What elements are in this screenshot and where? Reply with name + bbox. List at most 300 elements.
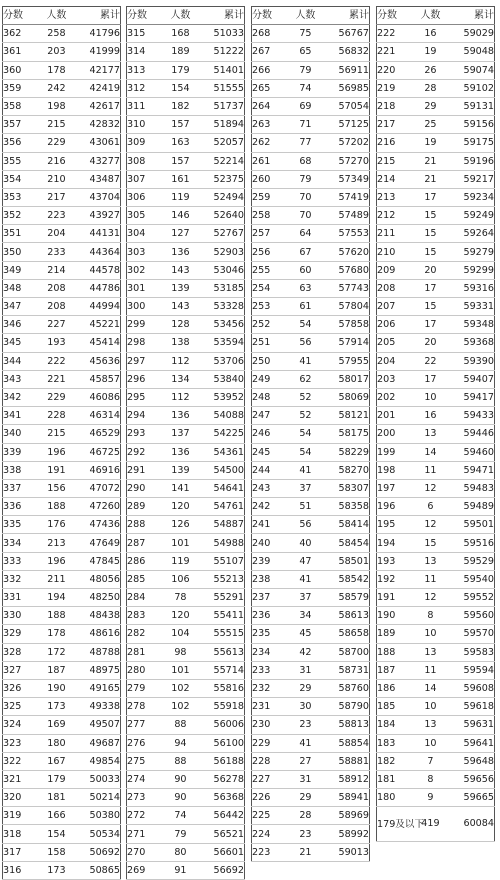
score-cell: 289 bbox=[127, 498, 162, 516]
table-row bbox=[252, 461, 370, 479]
score-cell: 280 bbox=[127, 661, 162, 679]
count-cell: 13 bbox=[411, 552, 449, 570]
count-cell: 15 bbox=[411, 534, 449, 552]
score-cell: 192 bbox=[377, 570, 412, 588]
count-cell: 138 bbox=[161, 334, 199, 352]
table-row bbox=[377, 625, 495, 643]
table-row bbox=[3, 316, 121, 334]
table-row bbox=[127, 134, 245, 152]
score-cell: 287 bbox=[127, 534, 162, 552]
count-cell: 88 bbox=[161, 716, 199, 734]
count-cell: 20 bbox=[411, 334, 449, 352]
cumulative-cell: 56692 bbox=[200, 861, 245, 879]
table-row bbox=[377, 752, 495, 770]
count-cell: 167 bbox=[37, 752, 75, 770]
score-cell: 294 bbox=[127, 407, 162, 425]
score-cell: 297 bbox=[127, 352, 162, 370]
count-cell: 217 bbox=[37, 188, 75, 206]
cumulative-cell: 48975 bbox=[76, 661, 121, 679]
cumulative-header: 累计 bbox=[325, 7, 370, 25]
count-cell: 15 bbox=[411, 225, 449, 243]
count-cell: 64 bbox=[286, 225, 324, 243]
table-row bbox=[377, 261, 495, 279]
cumulative-cell: 59074 bbox=[450, 61, 495, 79]
count-cell: 10 bbox=[411, 625, 449, 643]
score-cell: 220 bbox=[377, 61, 412, 79]
score-cell: 338 bbox=[3, 461, 38, 479]
count-cell: 74 bbox=[286, 79, 324, 97]
table-row bbox=[377, 225, 495, 243]
count-cell: 190 bbox=[37, 679, 75, 697]
table-row bbox=[3, 443, 121, 461]
table-row bbox=[3, 661, 121, 679]
table-row bbox=[3, 225, 121, 243]
table-row bbox=[3, 25, 121, 43]
count-cell: 79 bbox=[161, 825, 199, 843]
count-cell: 191 bbox=[37, 461, 75, 479]
score-cell: 324 bbox=[3, 716, 38, 734]
score-cell: 270 bbox=[127, 843, 162, 861]
table-row bbox=[252, 625, 370, 643]
score-cell: 350 bbox=[3, 243, 38, 261]
count-cell: 179 bbox=[161, 61, 199, 79]
count-cell: 194 bbox=[37, 589, 75, 607]
cumulative-cell: 59407 bbox=[450, 370, 495, 388]
cumulative-cell: 50380 bbox=[76, 807, 121, 825]
table-row bbox=[377, 789, 495, 807]
count-cell: 27 bbox=[286, 752, 324, 770]
table-row bbox=[127, 352, 245, 370]
cumulative-cell: 59234 bbox=[450, 188, 495, 206]
cumulative-cell: 59131 bbox=[450, 97, 495, 115]
cumulative-cell: 57680 bbox=[325, 261, 370, 279]
count-cell: 67 bbox=[286, 243, 324, 261]
table-row bbox=[377, 352, 495, 370]
score-cell: 352 bbox=[3, 207, 38, 225]
score-cell: 258 bbox=[252, 207, 287, 225]
cumulative-cell: 55816 bbox=[200, 679, 245, 697]
table-row bbox=[127, 734, 245, 752]
table-row bbox=[3, 152, 121, 170]
cumulative-cell: 59279 bbox=[450, 243, 495, 261]
cumulative-cell: 59608 bbox=[450, 679, 495, 697]
score-cell: 330 bbox=[3, 607, 38, 625]
score-cell: 319 bbox=[3, 807, 38, 825]
cumulative-cell: 57858 bbox=[325, 316, 370, 334]
table-row bbox=[252, 825, 370, 843]
score-cell: 343 bbox=[3, 370, 38, 388]
cumulative-cell: 52767 bbox=[200, 225, 245, 243]
table-row bbox=[252, 661, 370, 679]
score-cell: 284 bbox=[127, 589, 162, 607]
table-row bbox=[3, 370, 121, 388]
count-cell: 41 bbox=[286, 570, 324, 588]
table-row bbox=[252, 716, 370, 734]
score-cell: 203 bbox=[377, 370, 412, 388]
table-row bbox=[377, 61, 495, 79]
score-cell: 358 bbox=[3, 97, 38, 115]
cumulative-cell: 43927 bbox=[76, 207, 121, 225]
count-cell: 10 bbox=[411, 698, 449, 716]
table-row bbox=[377, 607, 495, 625]
count-cell: 8 bbox=[411, 607, 449, 625]
score-cell: 200 bbox=[377, 425, 412, 443]
count-cell: 41 bbox=[286, 734, 324, 752]
cumulative-cell: 57955 bbox=[325, 352, 370, 370]
count-cell: 104 bbox=[161, 625, 199, 643]
count-cell: 169 bbox=[37, 716, 75, 734]
cumulative-cell: 59249 bbox=[450, 207, 495, 225]
count-cell: 12 bbox=[411, 516, 449, 534]
cumulative-cell: 52494 bbox=[200, 188, 245, 206]
cumulative-cell: 58270 bbox=[325, 461, 370, 479]
score-cell: 293 bbox=[127, 425, 162, 443]
table-row bbox=[127, 334, 245, 352]
count-cell: 161 bbox=[161, 170, 199, 188]
count-cell: 65 bbox=[286, 43, 324, 61]
table-row bbox=[252, 843, 370, 861]
table-row bbox=[377, 116, 495, 134]
score-cell: 326 bbox=[3, 679, 38, 697]
table-row bbox=[3, 807, 121, 825]
score-cell: 209 bbox=[377, 261, 412, 279]
count-cell: 14 bbox=[411, 679, 449, 697]
count-cell: 22 bbox=[411, 352, 449, 370]
cumulative-cell: 55107 bbox=[200, 552, 245, 570]
count-cell: 29 bbox=[286, 789, 324, 807]
score-cell: 219 bbox=[377, 79, 412, 97]
table-row bbox=[377, 243, 495, 261]
score-cell: 266 bbox=[252, 61, 287, 79]
score-header: 分数 bbox=[3, 7, 38, 25]
count-cell: 23 bbox=[286, 716, 324, 734]
score-table-column-2 bbox=[126, 6, 245, 880]
score-cell: 251 bbox=[252, 334, 287, 352]
cumulative-cell: 59390 bbox=[450, 352, 495, 370]
table-row bbox=[377, 461, 495, 479]
score-cell: 208 bbox=[377, 279, 412, 297]
table-row bbox=[252, 570, 370, 588]
table-row bbox=[3, 498, 121, 516]
cumulative-cell: 58854 bbox=[325, 734, 370, 752]
cumulative-cell: 50692 bbox=[76, 843, 121, 861]
score-cell: 306 bbox=[127, 188, 162, 206]
table-row bbox=[377, 407, 495, 425]
cumulative-cell: 57419 bbox=[325, 188, 370, 206]
score-cell: 282 bbox=[127, 625, 162, 643]
table-row bbox=[3, 643, 121, 661]
score-header: 分数 bbox=[252, 7, 287, 25]
count-cell: 17 bbox=[411, 316, 449, 334]
cumulative-cell: 59175 bbox=[450, 134, 495, 152]
cumulative-cell: 59417 bbox=[450, 388, 495, 406]
table-row bbox=[377, 97, 495, 115]
table-row bbox=[377, 498, 495, 516]
table-row bbox=[3, 352, 121, 370]
score-cell: 253 bbox=[252, 298, 287, 316]
table-row bbox=[377, 570, 495, 588]
cumulative-cell: 59299 bbox=[450, 261, 495, 279]
cumulative-cell: 54225 bbox=[200, 425, 245, 443]
score-cell: 240 bbox=[252, 534, 287, 552]
table-row bbox=[3, 243, 121, 261]
count-cell: 54 bbox=[286, 316, 324, 334]
cumulative-cell: 52375 bbox=[200, 170, 245, 188]
cumulative-cell: 42617 bbox=[76, 97, 121, 115]
score-header: 分数 bbox=[127, 7, 162, 25]
score-table-column-1 bbox=[2, 6, 121, 880]
count-cell: 8 bbox=[411, 770, 449, 788]
cumulative-cell: 57489 bbox=[325, 207, 370, 225]
score-cell: 222 bbox=[377, 25, 412, 43]
count-cell: 211 bbox=[37, 570, 75, 588]
cumulative-cell: 49687 bbox=[76, 734, 121, 752]
score-cell: 252 bbox=[252, 316, 287, 334]
score-cell: 254 bbox=[252, 279, 287, 297]
cumulative-cell: 56006 bbox=[200, 716, 245, 734]
count-cell: 56 bbox=[286, 516, 324, 534]
score-cell: 291 bbox=[127, 461, 162, 479]
score-cell: 186 bbox=[377, 679, 412, 697]
count-cell: 188 bbox=[37, 498, 75, 516]
count-cell: 163 bbox=[161, 134, 199, 152]
count-cell: 29 bbox=[286, 679, 324, 697]
cumulative-cell: 51401 bbox=[200, 61, 245, 79]
cumulative-cell: 44131 bbox=[76, 225, 121, 243]
cumulative-cell: 60084 bbox=[450, 807, 495, 842]
table-row bbox=[127, 534, 245, 552]
cumulative-cell: 59029 bbox=[450, 25, 495, 43]
score-cell: 278 bbox=[127, 698, 162, 716]
cumulative-cell: 57914 bbox=[325, 334, 370, 352]
cumulative-cell: 59641 bbox=[450, 734, 495, 752]
count-cell: 126 bbox=[161, 516, 199, 534]
cumulative-cell: 55411 bbox=[200, 607, 245, 625]
cumulative-cell: 55613 bbox=[200, 643, 245, 661]
cumulative-cell: 41796 bbox=[76, 25, 121, 43]
count-cell: 68 bbox=[286, 152, 324, 170]
score-cell: 225 bbox=[252, 807, 287, 825]
score-cell: 262 bbox=[252, 134, 287, 152]
score-cell: 360 bbox=[3, 61, 38, 79]
table-row bbox=[127, 407, 245, 425]
count-cell: 134 bbox=[161, 370, 199, 388]
cumulative-cell: 58700 bbox=[325, 643, 370, 661]
table-row bbox=[377, 479, 495, 497]
count-cell: 9 bbox=[411, 789, 449, 807]
score-cell: 272 bbox=[127, 807, 162, 825]
score-cell: 241 bbox=[252, 516, 287, 534]
score-cell: 348 bbox=[3, 279, 38, 297]
count-cell: 69 bbox=[286, 97, 324, 115]
table-row bbox=[3, 207, 121, 225]
cumulative-cell: 56601 bbox=[200, 843, 245, 861]
count-cell: 223 bbox=[37, 207, 75, 225]
score-cell: 211 bbox=[377, 225, 412, 243]
count-cell: 21 bbox=[411, 170, 449, 188]
table-row bbox=[127, 261, 245, 279]
count-cell: 101 bbox=[161, 534, 199, 552]
cumulative-cell: 52214 bbox=[200, 152, 245, 170]
cumulative-cell: 42419 bbox=[76, 79, 121, 97]
cumulative-cell: 58760 bbox=[325, 679, 370, 697]
count-cell: 15 bbox=[411, 207, 449, 225]
score-cell: 315 bbox=[127, 25, 162, 43]
cumulative-cell: 47436 bbox=[76, 516, 121, 534]
score-cell: 321 bbox=[3, 770, 38, 788]
count-cell: 173 bbox=[37, 698, 75, 716]
cumulative-cell: 46529 bbox=[76, 425, 121, 443]
table-row bbox=[252, 298, 370, 316]
cumulative-cell: 47260 bbox=[76, 498, 121, 516]
cumulative-cell: 44994 bbox=[76, 298, 121, 316]
count-cell: 196 bbox=[37, 552, 75, 570]
cumulative-cell: 50214 bbox=[76, 789, 121, 807]
table-row bbox=[127, 425, 245, 443]
score-cell: 302 bbox=[127, 261, 162, 279]
cumulative-cell: 45221 bbox=[76, 316, 121, 334]
score-cell: 311 bbox=[127, 97, 162, 115]
count-cell: 61 bbox=[286, 298, 324, 316]
count-cell: 128 bbox=[161, 316, 199, 334]
score-cell: 232 bbox=[252, 679, 287, 697]
cumulative-cell: 59656 bbox=[450, 770, 495, 788]
table-row bbox=[377, 25, 495, 43]
score-cell: 277 bbox=[127, 716, 162, 734]
count-cell: 154 bbox=[161, 79, 199, 97]
count-cell: 52 bbox=[286, 407, 324, 425]
table-row bbox=[3, 116, 121, 134]
table-row bbox=[3, 570, 121, 588]
count-cell: 21 bbox=[411, 152, 449, 170]
score-cell: 185 bbox=[377, 698, 412, 716]
score-cell: 238 bbox=[252, 570, 287, 588]
count-cell: 54 bbox=[286, 425, 324, 443]
count-cell: 193 bbox=[37, 334, 75, 352]
table-row bbox=[252, 698, 370, 716]
table-row bbox=[127, 825, 245, 843]
score-cell: 187 bbox=[377, 661, 412, 679]
cumulative-cell: 54641 bbox=[200, 479, 245, 497]
count-cell: 188 bbox=[37, 607, 75, 625]
cumulative-cell: 55515 bbox=[200, 625, 245, 643]
table-row bbox=[3, 679, 121, 697]
cumulative-cell: 52057 bbox=[200, 134, 245, 152]
cumulative-cell: 58175 bbox=[325, 425, 370, 443]
table-row bbox=[3, 789, 121, 807]
cumulative-cell: 44578 bbox=[76, 261, 121, 279]
header-row bbox=[377, 7, 495, 25]
score-cell: 191 bbox=[377, 589, 412, 607]
score-cell: 231 bbox=[252, 698, 287, 716]
count-cell: 60 bbox=[286, 261, 324, 279]
count-cell: 23 bbox=[286, 825, 324, 843]
cumulative-cell: 48250 bbox=[76, 589, 121, 607]
count-cell: 11 bbox=[411, 661, 449, 679]
table-row bbox=[252, 789, 370, 807]
score-cell: 233 bbox=[252, 661, 287, 679]
cumulative-cell: 56985 bbox=[325, 79, 370, 97]
cumulative-cell: 45414 bbox=[76, 334, 121, 352]
count-cell: 178 bbox=[37, 625, 75, 643]
table-row bbox=[252, 134, 370, 152]
count-cell: 12 bbox=[411, 589, 449, 607]
count-cell: 17 bbox=[411, 188, 449, 206]
cumulative-cell: 59446 bbox=[450, 425, 495, 443]
score-cell: 235 bbox=[252, 625, 287, 643]
score-cell: 336 bbox=[3, 498, 38, 516]
table-row bbox=[3, 170, 121, 188]
cumulative-cell: 59348 bbox=[450, 316, 495, 334]
count-cell: 222 bbox=[37, 352, 75, 370]
table-row bbox=[127, 443, 245, 461]
cumulative-cell: 57743 bbox=[325, 279, 370, 297]
cumulative-cell: 56832 bbox=[325, 43, 370, 61]
table-row bbox=[252, 770, 370, 788]
score-cell: 215 bbox=[377, 152, 412, 170]
table-row bbox=[3, 534, 121, 552]
table-row bbox=[127, 516, 245, 534]
cumulative-cell: 55918 bbox=[200, 698, 245, 716]
cumulative-cell: 59618 bbox=[450, 698, 495, 716]
cumulative-cell: 56442 bbox=[200, 807, 245, 825]
table-row bbox=[377, 134, 495, 152]
score-cell: 181 bbox=[377, 770, 412, 788]
count-cell: 181 bbox=[37, 789, 75, 807]
count-cell: 137 bbox=[161, 425, 199, 443]
table-row bbox=[127, 770, 245, 788]
cumulative-cell: 41999 bbox=[76, 43, 121, 61]
score-table-column-3 bbox=[251, 6, 370, 862]
score-cell: 180 bbox=[377, 789, 412, 807]
cumulative-cell: 58069 bbox=[325, 388, 370, 406]
table-row bbox=[3, 134, 121, 152]
count-cell: 29 bbox=[411, 97, 449, 115]
count-cell: 98 bbox=[161, 643, 199, 661]
count-header: 人数 bbox=[286, 7, 324, 25]
count-cell: 120 bbox=[161, 607, 199, 625]
cumulative-cell: 54088 bbox=[200, 407, 245, 425]
count-cell: 11 bbox=[411, 461, 449, 479]
count-cell: 210 bbox=[37, 170, 75, 188]
table-row bbox=[127, 370, 245, 388]
cumulative-cell: 59217 bbox=[450, 170, 495, 188]
table-row bbox=[252, 116, 370, 134]
table-row bbox=[127, 170, 245, 188]
count-cell: 70 bbox=[286, 188, 324, 206]
score-cell: 243 bbox=[252, 479, 287, 497]
cumulative-cell: 56188 bbox=[200, 752, 245, 770]
cumulative-cell: 59483 bbox=[450, 479, 495, 497]
score-cell: 212 bbox=[377, 207, 412, 225]
table-row bbox=[377, 207, 495, 225]
table-row bbox=[377, 716, 495, 734]
table-row bbox=[127, 188, 245, 206]
score-cell: 318 bbox=[3, 825, 38, 843]
count-cell: 41 bbox=[286, 461, 324, 479]
score-cell: 204 bbox=[377, 352, 412, 370]
table-row bbox=[377, 370, 495, 388]
header-row bbox=[3, 7, 121, 25]
table-row bbox=[377, 170, 495, 188]
count-cell: 14 bbox=[411, 443, 449, 461]
count-cell: 172 bbox=[37, 643, 75, 661]
score-cell: 298 bbox=[127, 334, 162, 352]
table-row bbox=[377, 279, 495, 297]
score-cell: 296 bbox=[127, 370, 162, 388]
table-row bbox=[252, 352, 370, 370]
count-cell: 173 bbox=[37, 861, 75, 879]
